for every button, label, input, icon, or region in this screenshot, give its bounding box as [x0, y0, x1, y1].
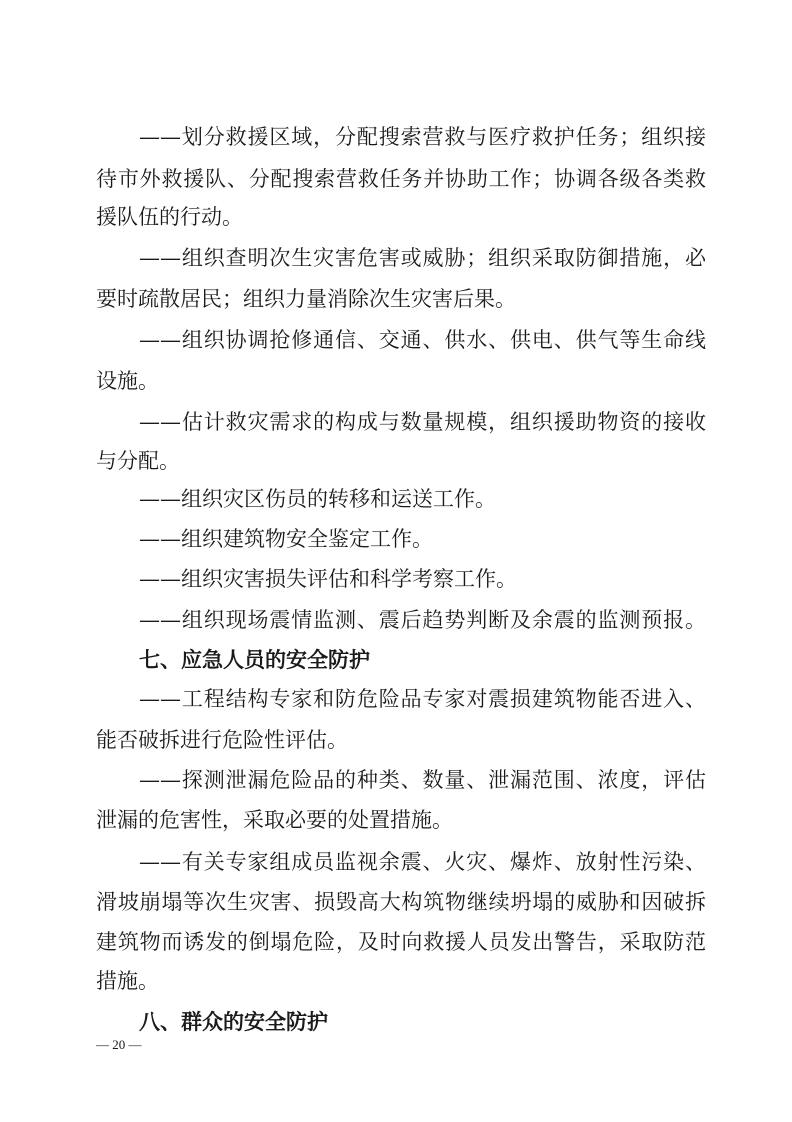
- paragraph-expert-monitoring-line-4: 措施。: [96, 969, 159, 993]
- paragraph-expert-monitoring-line-3: 建筑物而诱发的倒塌危险，及时向救援人员发出警告，采取防范: [96, 930, 706, 954]
- paragraph-lifeline-repair-line-2: 设施。: [96, 369, 159, 393]
- paragraph-lifeline-repair-line-1: ——组织协调抢修通信、交通、供水、供电、供气等生命线: [139, 328, 706, 352]
- paragraph-expert-monitoring-line-1: ——有关专家组成员监视余震、火灾、爆炸、放射性污染、: [139, 850, 706, 874]
- paragraph-relief-needs-line-2: 与分配。: [96, 449, 180, 473]
- paragraph-secondary-disasters-line-1: ——组织查明次生灾害危害或威胁；组织采取防御措施，必: [139, 246, 706, 270]
- paragraph-rescue-zones-line-3: 援队伍的行动。: [96, 205, 243, 229]
- paragraph-rescue-zones-line-2: 待市外救援队、分配搜索营救任务并协助工作；协调各级各类救: [96, 167, 706, 191]
- section-heading-public-safety: 八、群众的安全防护: [139, 1010, 328, 1034]
- section-heading-responder-safety: 七、应急人员的安全防护: [139, 648, 370, 672]
- paragraph-structural-experts-line-1: ——工程结构专家和防危险品专家对震损建筑物能否进入、: [139, 687, 706, 711]
- page-number: — 20 —: [96, 1037, 142, 1052]
- paragraph-seismic-monitoring: ——组织现场震情监测、震后趋势判断及余震的监测预报。: [139, 608, 706, 632]
- paragraph-secondary-disasters-line-2: 要时疏散居民；组织力量消除次生灾害后果。: [96, 287, 516, 311]
- paragraph-relief-needs-line-1: ——估计救灾需求的构成与数量规模，组织援助物资的接收: [139, 410, 706, 434]
- paragraph-building-safety: ——组织建筑物安全鉴定工作。: [139, 527, 433, 551]
- paragraph-loss-assessment: ——组织灾害损失评估和科学考察工作。: [139, 567, 517, 591]
- paragraph-expert-monitoring-line-2: 滑坡崩塌等次生灾害、损毁高大构筑物继续坍塌的威胁和因破拆: [96, 890, 706, 914]
- paragraph-casualty-transfer: ——组织灾区伤员的转移和运送工作。: [139, 487, 496, 511]
- paragraph-rescue-zones-line-1: ——划分救援区域，分配搜索营救与医疗救护任务；组织接: [139, 125, 706, 149]
- paragraph-hazmat-detection-line-1: ——探测泄漏危险品的种类、数量、泄漏范围、浓度，评估: [139, 768, 706, 792]
- paragraph-structural-experts-line-2: 能否破拆进行危险性评估。: [96, 728, 348, 752]
- paragraph-hazmat-detection-line-2: 泄漏的危害性，采取必要的处置措施。: [96, 808, 453, 832]
